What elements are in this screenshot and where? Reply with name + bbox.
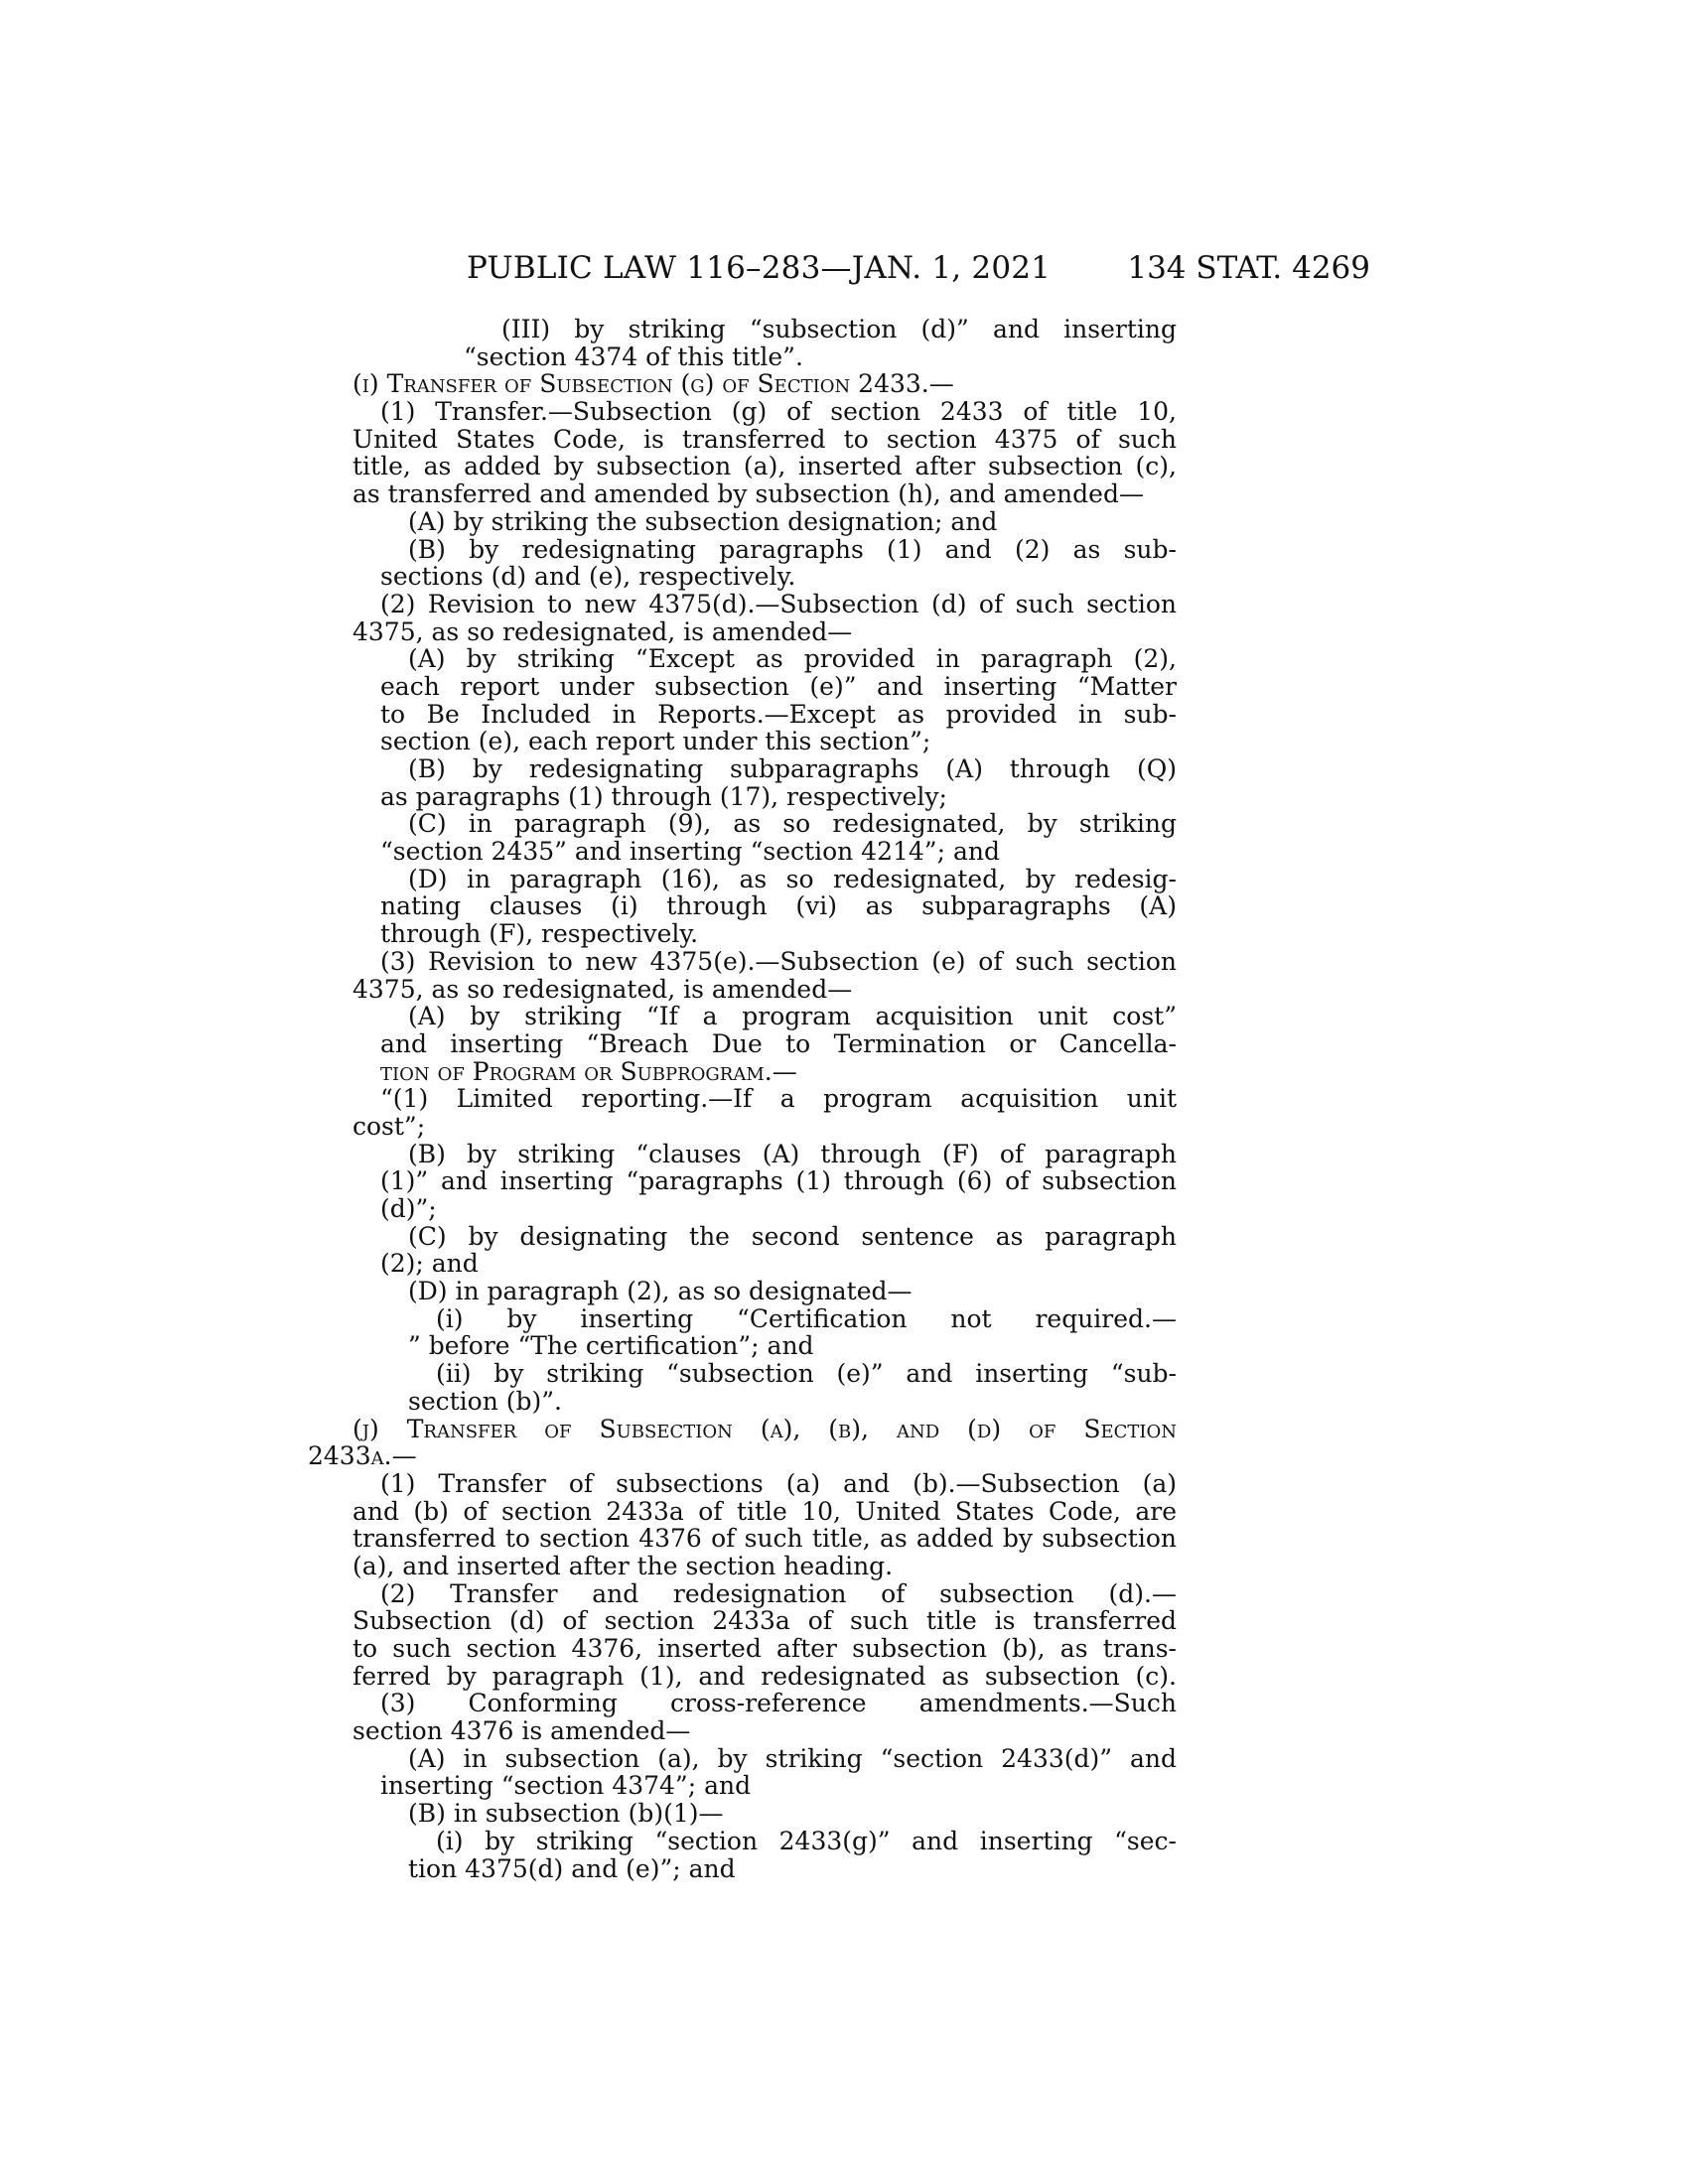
text-line: (1)” and inserting “paragraphs (1) through (6) of subsection (380, 1166, 1177, 1196)
text-line: (2) Transfer and redesignation of subsection (d).— (380, 1578, 1177, 1608)
text-line: cost”; (352, 1111, 426, 1141)
page-number: 134 STAT. 4269 (1127, 250, 1370, 286)
text-line: tion of Program or Subprogram.— (380, 1056, 797, 1086)
text-line: and inserting “Breach Due to Termination or Cancella- (380, 1028, 1177, 1058)
text-line: title, as added by subsection (a), inserted after subsection (c), (352, 452, 1177, 481)
text-line: (i) by striking “section 2433(g)” and inserting “sec- (436, 1826, 1177, 1855)
text-line: (ii) by striking “subsection (e)” and inserting “sub- (436, 1359, 1177, 1389)
text-line: (j) Transfer of Subsection (a), (b), and (d) of Section (352, 1414, 1177, 1443)
text-line: section (b)”. (408, 1386, 563, 1416)
text-line: and (b) of section 2433a of title 10, United States Code, are (352, 1496, 1177, 1526)
text-line: as paragraphs (1) through (17), respectively; (380, 781, 947, 811)
text-line: (B) by striking “clauses (A) through (F) of paragraph (408, 1139, 1177, 1168)
text-line: through (F), respectively. (380, 919, 699, 949)
text-line: (III) by striking “subsection (d)” and inserting (501, 315, 1177, 343)
text-line: “section 2435” and inserting “section 4214”; and (380, 837, 1000, 867)
text-line: section (e), each report under this section”; (380, 727, 931, 756)
text-line: United States Code, is transferred to section 4375 of such (352, 424, 1177, 454)
page-title: PUBLIC LAW 116–283—JAN. 1, 2021 (467, 250, 1052, 286)
text-line: (1) Transfer of subsections (a) and (b).—Subsection (a) (380, 1468, 1177, 1498)
text-line: (1) Transfer.—Subsection (g) of section 2433 of title 10, (380, 397, 1177, 427)
text-line: “section 4374 of this title”. (464, 341, 803, 371)
page-header (467, 250, 1370, 290)
text-line: 4375, as so redesignated, is amended— (352, 616, 853, 646)
text-line: (3) Revision to new 4375(e).—Subsection (e) of such section (380, 946, 1177, 976)
text-line: as transferred and amended by subsection (h), and amended— (352, 479, 1144, 509)
text-line: ferred by paragraph (1), and redesignated as subsection (c). (352, 1661, 1177, 1691)
text-line: (2); and (380, 1249, 479, 1279)
text-line: (d)”; (380, 1194, 437, 1223)
text-line: nating clauses (i) through (vi) as subparagraphs (A) (380, 891, 1177, 921)
text-line: (D) in paragraph (16), as so redesignated, by redesig- (408, 864, 1177, 893)
text-line: (2) Revision to new 4375(d).—Subsection (d) of such section (380, 589, 1177, 618)
text-line: inserting “section 4374”; and (380, 1771, 752, 1801)
text-line: ” before “The certification”; and (408, 1331, 814, 1361)
text-line: (C) by designating the second sentence as paragraph (408, 1221, 1177, 1251)
text-line: (B) in subsection (b)(1)— (408, 1799, 724, 1829)
text-line: (D) in paragraph (2), as so designated— (408, 1277, 913, 1306)
text-line: 4375, as so redesignated, is amended— (352, 974, 853, 1004)
text-line: tion 4375(d) and (e)”; and (408, 1853, 736, 1883)
text-line: (i) by inserting “Certification not required.— (436, 1303, 1177, 1333)
text-line: (i) Transfer of Subsection (g) of Section 2433.— (352, 369, 954, 399)
text-line: (A) by striking “Except as provided in paragraph (2), (408, 644, 1177, 674)
text-line: (A) by striking the subsection designation; and (408, 506, 998, 536)
text-line: transferred to section 4376 of such title, as added by subsection (352, 1524, 1177, 1554)
text-line: each report under subsection (e)” and inserting “Matter (380, 671, 1177, 701)
text-line: (B) by redesignating subparagraphs (A) through (Q) (408, 754, 1177, 783)
text-line: sections (d) and (e), respectively. (380, 562, 796, 592)
text-line: section 4376 is amended— (352, 1716, 691, 1746)
text-line: “(1) Limited reporting.—If a program acquisition unit (380, 1084, 1177, 1114)
text-line: (A) by striking “If a program acquisition unit cost” (408, 1002, 1177, 1031)
text-line: Subsection (d) of section 2433a of such title is transferred (352, 1606, 1177, 1636)
document-body (308, 315, 1177, 1883)
text-line: 2433a.— (308, 1441, 417, 1471)
text-line: (C) in paragraph (9), as so redesignated, by striking (408, 809, 1177, 839)
text-line: (A) in subsection (a), by striking “section 2433(d)” and (408, 1743, 1177, 1773)
text-line: (B) by redesignating paragraphs (1) and (2) as sub- (408, 534, 1177, 564)
text-line: to Be Included in Reports.—Except as provided in sub- (380, 699, 1177, 729)
text-line: to such section 4376, inserted after subsection (b), as trans- (352, 1634, 1177, 1663)
text-line: (a), and inserted after the section heading. (352, 1551, 894, 1580)
text-line: (3) Conforming cross-reference amendments.—Such (380, 1689, 1177, 1718)
